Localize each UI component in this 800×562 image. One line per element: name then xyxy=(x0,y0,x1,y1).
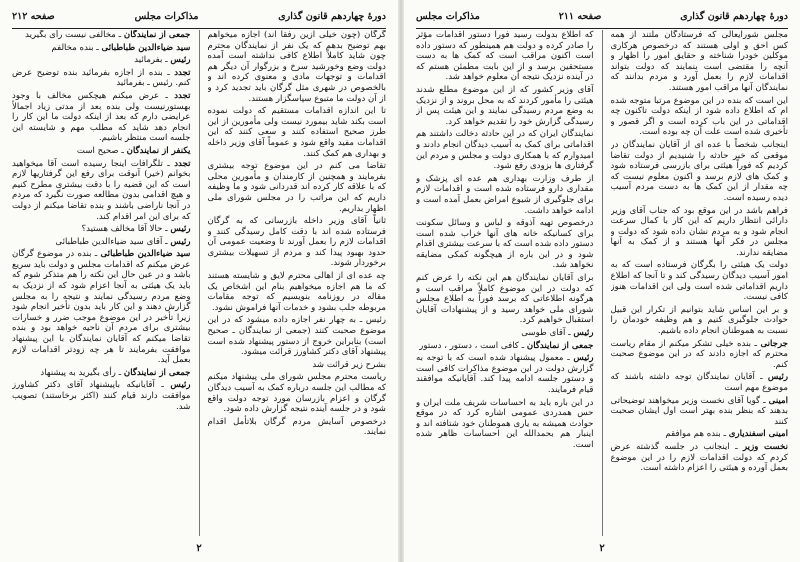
speaker-name: سید ضیاءالدین طباطبائی xyxy=(101,42,191,53)
paragraph xyxy=(12,43,191,54)
speaker-name: رئیس xyxy=(573,328,594,339)
paragraph-text: ـ معمول پیشنهاد شده است که با توجه به گزارش دولت در این موضوع مذاکرات کافی است و دستور جلسه ادامه پیدا کند. آقایانیکه موافقند قیام فرمایند. xyxy=(416,353,594,395)
paragraph-text: اینجانب شخصاً با عده ای از آقایان نمایندگان در موقعی که خبر حادثه را شنیدیم از دولت تقاضا کردیم که فوراً هیئتی برای بازرسی فرستاده شود و کمک های لازم برسد و اکنون معلوم نیست که چه مقدار از این کمک ها به دست مردم آسیب دیده رسیده است. xyxy=(610,139,788,203)
paragraph xyxy=(12,159,191,223)
paragraph xyxy=(416,328,594,339)
paragraph xyxy=(611,30,789,94)
paragraph-text: تا این اندازه اقدامات مستقیم که دولت نموده است بکند شاید بیمورد نیست ولی مأمورین از این طرز صحیح استفاده کنند و سعی کنند که این اقدامات مفید واقع شود و عموماً آقای وزیر داخله و بهداری هم کمک کنند. xyxy=(207,106,386,159)
paragraph-text: از طرف وزارت بهداری هم عده ای پزشک و مقداری دارو فرستاده شده است و اقدامات لازم برای جلوگیری از شیوع امراض بعمل آمده است و ادامه خواهد داشت. xyxy=(416,173,594,216)
paragraph xyxy=(12,237,191,248)
paragraph xyxy=(12,368,191,379)
header-rule xyxy=(416,28,788,29)
speaker-name: رئیس xyxy=(170,224,191,235)
paragraph xyxy=(416,341,594,352)
paragraph-text: ـ بنده مخالفم xyxy=(51,42,99,53)
paragraph-text: چه عده ای از اهالی محترم لایق و شایسته هستند که ما هم اجازه میخواهیم بنام این اشخاص یک مقاله در روزنامه بنویسیم که توجه مقامات مربوطه جلب بشود و خدمات آنها فراموش نشود. xyxy=(207,271,386,313)
speaker-name: تجدد xyxy=(174,67,191,78)
paragraph xyxy=(416,353,594,395)
paragraph xyxy=(416,218,594,271)
paragraph-text: گرگان (چون خیلی ازین رفقا اند) اجازه میخواهم بهم توضیح بدهم که یک نفر از نمایندگان محترم چون شاید کاملاً اطلاع کافی نداشته است آمده دولت وضع وخورشید سرخ و بزرگوار آن دیگر هم اقدامات و توجهات مادی و معنوی کرده اند و بالخصوص در شهری مثل گرگان باید تجدید کرد و از آن دولت ما متبوع سپاسگزار هستند. xyxy=(207,30,386,104)
paragraph-text: ثانیاً آقای وزیر داخله بازرسانی که به گرگان فرستاده شده اند با دقت کامل رسیدگی کنند و اقدامات لازم را بعمل آورند تا وضعیت عمومی آن حدود بهبود پیدا کند و مردم از تسهیلات بیشتری برخوردار شوند. xyxy=(207,216,386,269)
paragraph-text: و بر این اساس شاید بتوانیم از تکرار این قبیل حوادث جلوگیری کنیم و هم وظیفه خودمان را نسبت به هموطنان انجام داده باشیم. xyxy=(610,304,788,337)
paragraph xyxy=(12,55,191,66)
speaker-name: سید ضیاءالدین طباطبائی xyxy=(100,249,191,260)
left-page-label: صفحه ۲۱۲ xyxy=(12,10,55,22)
paragraph-text: این است که بنده در این موضوع مرتبا متوجه شده ام که اطلاع داده شود از اینکه دولت تاکنون چه اقداماتی در این باب کرده است و اگر قصور و تأخیری شده است علت آن چه بوده است. xyxy=(610,95,788,138)
paragraph xyxy=(416,129,594,171)
speaker-name: یکنفر از نمایندگان xyxy=(126,145,191,156)
speaker-name: جرجانی xyxy=(760,338,788,349)
paragraph xyxy=(12,68,191,89)
paragraph-text: ـ مخالفی نیست رأی بگیرید xyxy=(25,30,122,40)
paragraph xyxy=(416,30,594,83)
paragraph-text: مجلس شورایعالی که فرستادگان ملتند از همه کس احق و اولی هستند که درخصوص هرکاری موکلین خودرا شناخته و حقایق امور را اظهار و آنچه را مقتضی است بنمایند که دولت بتواند اقدامات لازم را بعمل آورد و مردم بدانند که نمایندگان آنها مراقب امور هستند. xyxy=(610,30,788,93)
paragraph-text: درخصوص آسایش مردم گرگان بلاتأمل اقدام نمایند. xyxy=(207,416,386,438)
paragraph-text: که اطلاع بدولت رسید فوراً دستور اقدامات مؤثر را صادر کرده و دولت هم همینطور که دستور داده است اکنون مراقب است که کمک ها به دست مستحقین برسد و از این بابت مطمئن هستم که در آینده نزدیک نتیجه آن معلوم خواهد شد. xyxy=(416,30,594,83)
paragraph xyxy=(611,396,789,428)
speaker-name: امینی اسفندیاری xyxy=(728,429,788,440)
paragraph-text: ـ صحیح است xyxy=(76,145,124,156)
paragraph xyxy=(611,140,789,204)
paragraph-text: رئیس ـ به چهار نفر اجازه داده میشود که در این موضوع صحبت کنند (جمعی از نمایندگان ـ صحیح است) بنابراین خروج از دستور پیشنهاد شده است پیشنهاد آقای دکتر کشاورز قرائت میشود. xyxy=(207,315,386,358)
left-page-right-column xyxy=(208,30,387,536)
paragraph-text: ـ عرض میکنم هیچکس مخالف با وجود بهستورنیست ولی بنده بعد از مدتی زیاد اجمالاً عرایضی دارم که بعد از اینکه دولت ما این کار را انجام دهد شاید که مطلب مهم و شایسته این جلسه است منتظر باشیم. xyxy=(12,90,191,144)
paragraph xyxy=(208,106,387,159)
right-page-label: صفحه ۲۱۱ xyxy=(558,10,602,22)
column-separator xyxy=(199,30,200,536)
left-page-number: ۲ xyxy=(196,543,202,554)
left-page-header xyxy=(12,8,386,24)
right-page-header xyxy=(416,8,788,24)
paragraph-text: ـ آقای طوسی xyxy=(521,328,571,339)
left-page-columns xyxy=(12,30,386,536)
speaker-name: رئیس xyxy=(170,380,191,391)
paragraph-text: برای آقایان نمایندگان هم این نکته را عرض کنم که دولت در این موضوع کاملاً مراقب است و هرگونه اطلاعاتی که برسد فوراً به اطلاع مجلس شورای ملی خواهد رسید و از پیشنهادات آقایان استقبال خواهیم کرد. xyxy=(416,273,594,326)
paragraph xyxy=(611,305,789,337)
paragraph xyxy=(611,339,789,371)
paragraph-text: ـ بنده در موضوع گرگان عرض میکنم که اقدامات مجلس و دولت باید سریع باشد و در عین حال این نکته را هم متذکر شوم که باید یک هیئتی به آنجا اعزام شود که از نزدیک به وضع مردم رسیدگی نمایند و نتیجه را به مجلس گزارش دهند و این کار باید بدون تأخیر انجام شود زیرا تأخیر در این موضوع موجب ضرر و خسارات بیشتری برای مردم آن ناحیه خواهد بود و بنده تقاضا میکنم که آقایان نمایندگان با این پیشنهاد موافقت بفرمایند تا هر چه زودتر اقدامات لازم بعمل آید. xyxy=(12,249,191,366)
paragraph xyxy=(611,96,789,138)
right-page-number: ۲ xyxy=(599,543,605,554)
paragraph-text: ـ اینجانب در جلسه گذشته عرض کردم که دولت اقدامات لازم را در این موضوع بعمل آورده و هیئتی را اعزام داشته است. xyxy=(610,441,788,474)
paragraph xyxy=(12,249,191,366)
right-journal-title: مذاکرات مجلس xyxy=(416,10,480,22)
paragraph xyxy=(416,174,594,216)
right-page xyxy=(404,0,800,562)
paragraph-text: دولت یک هیئتی را بگرگان فرستاده است که به امور آسیب دیدگان رسیدگی کند و تا آنجا که اطلاع داریم اقداماتی شده است ولی این اقدامات هنوز کافی نیست. xyxy=(610,260,788,303)
paragraph xyxy=(611,206,789,259)
speaker-name: رئیس xyxy=(573,353,594,364)
left-journal-title: مذاکرات مجلس xyxy=(134,10,199,22)
paragraph-text: ریاست محترم مجلس شورای ملی پیشنهاد میکنم که مطالب این جلسه درباره کمک به آسیب دیدگان گرگان و اعزام بازرسان مورد توجه دولت واقع شود و در جلسه آینده نتیجه گزارش داده شود. xyxy=(207,372,386,415)
paragraph xyxy=(611,429,789,440)
paragraph-text: تقاضا می کنم در این موضوع توجه بیشتری بفرمایند و همچنین از کارمندان و مأمورین محلی که با علاقه کار کرده اند قدردانی شود و ما وظیفه داریم که این مراتب را در مجلس شورای ملی اظهار بداریم. xyxy=(207,161,386,214)
paragraph xyxy=(12,380,191,412)
paragraph xyxy=(208,161,387,214)
paragraph-text: ـ بنده خیلی تشکر میکنم از مقام ریاست محترم که اجازه دادند که در این موضوع صحبت کنم. xyxy=(610,338,788,370)
speaker-name: نخست وزیر xyxy=(742,441,788,452)
paragraph xyxy=(208,271,387,313)
speaker-name: رئیس xyxy=(767,372,788,383)
paragraph-text: بشرح زیر قرائت شد xyxy=(312,359,386,370)
paragraph-text: ـ رأی بگیرید به پیشنهاد xyxy=(40,367,122,378)
paragraph xyxy=(208,216,387,269)
paragraph-text: ـ بنده از اجازه بفرمائید بنده توضیح عرض کنم. رئیس ـ بفرمائید xyxy=(12,67,191,89)
paragraph-text: آقای وزیر کشور که از این موضوع مطلع شدند هیئتی را مأمور کردند که به محل بروند و از نزدیک به وضع مردم رسیدگی نمایند و این هیئت پس از رسیدگی گزارش خود را تقدیم خواهد کرد. xyxy=(416,84,594,127)
paragraph xyxy=(208,417,387,438)
speaker-name: امینی xyxy=(768,395,788,406)
paragraph xyxy=(416,273,594,326)
paragraph-text: ـ حالا آقا مخالف هستید؟ xyxy=(81,224,168,235)
paragraph xyxy=(416,398,594,451)
speaker-name: جمعی از نمایندگان xyxy=(526,340,594,351)
speaker-name: رئیس xyxy=(170,236,191,247)
header-rule xyxy=(12,28,386,29)
paragraph-text: فراهم باشد در این موقع بود که جناب آقای وزیر دارائی انتظار داریم که این کار با کمال سرعت انجام شود و به مردم نشان داده شود که دولت و مجلس در فکر آنها هستند و از کمک به آنها مضایقه ندارند. xyxy=(610,205,788,258)
speaker-name: جمعی از نمایندگان xyxy=(123,30,191,40)
paragraph xyxy=(208,30,387,104)
paragraph xyxy=(611,260,789,302)
paragraph xyxy=(12,30,191,41)
paragraph-text: ـ آقایانیکه باپیشنهاد آقای دکتر کشاورز موافقت دارند قیام کنند (اکثر برخاستند) تصویب شد. xyxy=(12,380,191,412)
paragraph-text: ـ کافی است ، دستور ، دستور xyxy=(419,340,525,351)
paragraph xyxy=(208,372,387,414)
paragraph-text: ـ آقایان نمایندگان توجه داشته باشند که موضوع مهم است xyxy=(610,372,788,393)
paragraph xyxy=(416,85,594,127)
paragraph-text: نمایندگان ایران که در این حادثه دخالت داشتند هم اقداماتی برای کمک به آسیب دیدگان انجام دادند و امیدوارم که با همکاری دولت و مجلس و مردم این گرفتاری ها بزودی رفع شود. xyxy=(416,129,594,172)
speaker-name: رئیس xyxy=(170,55,191,66)
left-session-title: دورهٔ چهاردهم قانون گذاری xyxy=(278,10,386,22)
left-page xyxy=(0,0,398,562)
paragraph xyxy=(611,442,789,474)
paragraph-text: ـ تلگرافات اینجا رسیده است آقا میخواهید بخوانم (خیر) آنوقت برای رفع این گرفتاریها لازم است که این قضیه را با دقت بیشتری مطرح کنیم و هیچ اقدامی بدون مطالعه صورت نگیرد که مردم در آنجا ناراضی باشند و بنده تقاضا میکنم از دولت که برای این امر اقدام کند. xyxy=(12,158,191,222)
right-session-title: دورهٔ چهاردهم قانون گذاری xyxy=(680,10,788,22)
paragraph xyxy=(208,360,387,371)
paragraph-text: در این باره باید به احساسات شریف ملت ایران و حس همدردی عمومی اشاره کرد که در موقع حوادث همیشه به یاری هموطنان خود شتافته اند و اینبار هم بحمدالله این احساسات ظاهر شده است. xyxy=(416,397,594,450)
paragraph-text: ـ بنده هم موافقم xyxy=(665,429,726,440)
paragraph-text: ـ بفرمائید xyxy=(134,55,168,66)
right-page-right-column xyxy=(611,30,789,536)
speaker-name: جمعی از نمایندگان xyxy=(123,367,191,378)
column-separator xyxy=(602,30,603,536)
left-page-left-column xyxy=(12,30,191,536)
paragraph xyxy=(611,372,789,393)
paragraph xyxy=(12,224,191,235)
paragraph xyxy=(12,146,191,157)
speaker-name: تجدد xyxy=(174,158,191,169)
paragraph xyxy=(208,315,387,357)
right-page-left-column xyxy=(416,30,594,536)
paragraph-text: ـ آقای سید ضیاءالدین طباطبائی xyxy=(55,236,168,247)
paragraph-text: ـ گویا آقای نخست وزیر میخواهند توضیحاتی بدهند که بنظر بنده بهتر است اول ایشان صحبت کنند xyxy=(610,395,788,427)
paragraph-text: درخصوص تهیه آذوقه و لباس و وسائل سکونت برای کسانیکه خانه های آنها خراب شده است دستور داده شده است که با سرعت بیشتری اقدام شود و در این باره از هیچگونه کمکی مضایقه نخواهد شد. xyxy=(416,218,594,271)
paragraph xyxy=(12,91,191,144)
right-page-columns xyxy=(416,30,788,536)
speaker-name: تجدد xyxy=(174,90,191,101)
